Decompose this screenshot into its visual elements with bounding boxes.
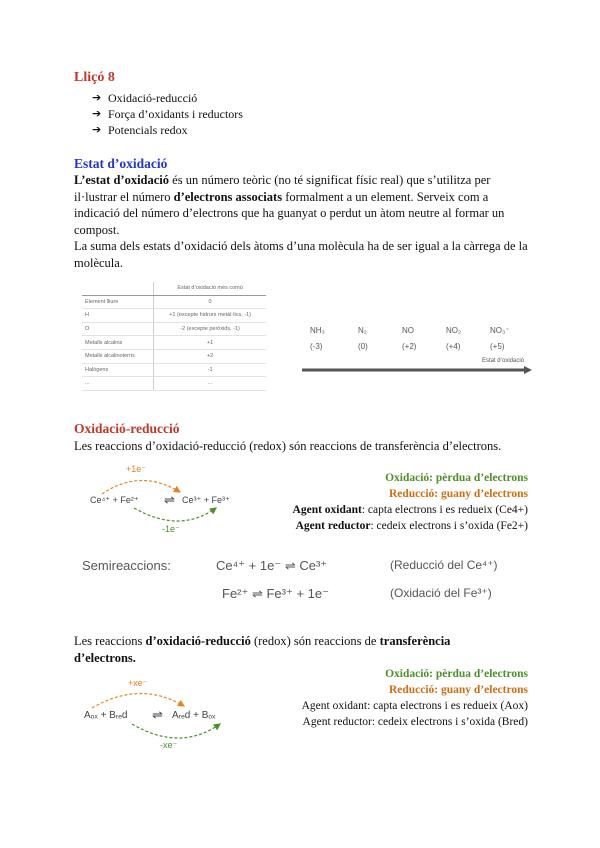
table-header: Estat d’oxidació més comú (154, 282, 266, 295)
general-redox-definitions (302, 666, 528, 730)
table-row: Metalls alcalins +1 (82, 336, 266, 350)
arrow-right-icon: ➔ (92, 123, 102, 136)
table-row: O -2 (excepte peròxids, -1) (82, 322, 266, 336)
half-reaction-reduction: Ce⁴⁺ + 1e⁻ ⇌ Ce³⁺ (216, 558, 328, 573)
half-reactions-label: Semireaccions: (82, 558, 171, 573)
half-reaction-reduction-note: (Reducció del Ce⁴⁺) (390, 558, 498, 572)
reductant-definition: Agent reductor: cedeix electrons i s’oxida (Fe2+) (295, 520, 528, 532)
half-reaction-oxidation: Fe²⁺ ⇌ Fe³⁺ + 1e⁻ (222, 586, 329, 601)
table-row: Metalls alcalinoterris +2 (82, 349, 266, 363)
scale-state: (+2) (402, 342, 417, 351)
topic-item: ➔ Força d’oxidants i reductors (92, 107, 243, 121)
table-header-row (82, 282, 266, 295)
table-row: Element lliure 0 (82, 295, 266, 309)
reactants: Ce⁴⁺ + Fe²⁺ (90, 495, 139, 505)
scale-state: (0) (358, 342, 368, 351)
redox-general-intro: Les reaccions d’oxidació-reducció (redox) són reaccions de transferència d’electrons. (74, 634, 451, 665)
arrow-right-icon: ➔ (92, 107, 102, 120)
ce-fe-electron-transfer-diagram (80, 462, 260, 542)
scale-state: (-3) (310, 342, 323, 351)
electron-gain-label: +xe⁻ (128, 678, 148, 688)
scale-formula: NO (402, 326, 414, 335)
equilibrium-arrow-icon: ⇌ (164, 492, 175, 507)
table-row: ... ... (82, 377, 266, 391)
scale-formula: NO₃⁻ (490, 326, 510, 335)
electron-gain-label: +1e⁻ (126, 464, 147, 474)
reactants: Aₒₓ + Bᵣₑd (84, 710, 128, 721)
products: Aᵣₑd + Bₒₓ (172, 710, 216, 721)
reduction-definition: Reducció: guany d’electrons (388, 488, 528, 500)
general-electron-transfer-diagram (80, 676, 260, 756)
reductant-definition: Agent reductor: cedeix electrons i s’oxida (Bred) (302, 716, 528, 728)
half-reaction-oxidation-note: (Oxidació del Fe³⁺) (390, 586, 492, 600)
electron-loss-label: -1e⁻ (162, 524, 180, 534)
table-row: Halògens -1 (82, 363, 266, 377)
arrow-right-icon: ➔ (92, 91, 102, 104)
redox-intro: Les reaccions d’oxidació-reducció (redox) són reaccions de transferència d’electrons. (74, 439, 502, 453)
topic-item: ➔ Potencials redox (92, 123, 188, 137)
redox-heading: Oxidació-reducció (74, 421, 180, 436)
scale-formula: N₂ (358, 326, 367, 335)
redox-definitions (293, 470, 528, 534)
topic-list (92, 90, 243, 138)
lesson-title: Lliçó 8 (74, 70, 115, 85)
scale-state: (+5) (490, 342, 505, 351)
electron-loss-label: -xe⁻ (160, 740, 178, 750)
oxidant-definition: Agent oxidant: capta electrons i es redueix (Ce4+) (292, 504, 528, 516)
table-row: H +1 (excepte hidrurs metàl·lics, -1) (82, 309, 266, 323)
oxidant-definition: Agent oxidant: capta electrons i es redueix (Aox) (301, 700, 528, 712)
oxidation-definition: Oxidació: pèrdua d’electrons (385, 472, 528, 484)
scale-state: (+4) (446, 342, 461, 351)
nitrogen-oxidation-scale (302, 326, 532, 376)
reduction-definition: Reducció: guany d’electrons (388, 684, 528, 696)
oxidation-sum-rule: La suma dels estats d’oxidació dels àtoms d’una molècula ha de ser igual a la càrrega de la molècula. (74, 239, 528, 270)
oxidation-state-heading: Estat d’oxidació (74, 156, 168, 171)
oxidation-state-table (82, 282, 266, 391)
scale-formula: NH₃ (310, 326, 325, 335)
oxidation-state-definition: L’estat d’oxidació és un número teòric (no té significat físic real) que s’utilitza per il·lustrar el número d’electrons associats formalment a un element. Serveix com a indicació del número d’electrons que ha guanyat o perdut un àtom neutre al formar un compost. (74, 173, 505, 237)
topic-item: ➔ Oxidació-reducció (92, 91, 198, 105)
products: Ce³⁺ + Fe³⁺ (182, 495, 230, 505)
scale-arrow-icon (302, 365, 532, 375)
oxidation-definition: Oxidació: pèrdua d’electrons (385, 668, 528, 680)
scale-axis-label: Estat d’oxidació (481, 358, 524, 364)
scale-formula: NO₂ (446, 326, 462, 335)
equilibrium-arrow-icon: ⇌ (152, 707, 163, 722)
